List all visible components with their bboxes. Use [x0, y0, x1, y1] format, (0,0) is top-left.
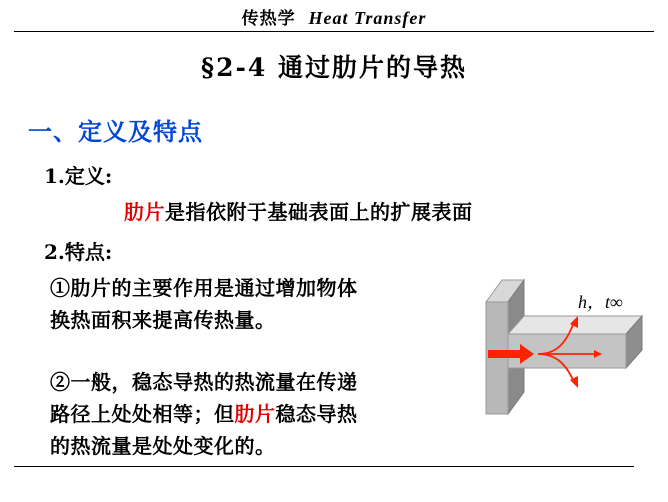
- header-course-en: Heat Transfer: [308, 8, 427, 28]
- definition-text: [124, 196, 473, 225]
- definition-term: 肋片: [124, 200, 165, 224]
- feature-1-line-2: 换热面积来提高传热量。: [50, 308, 276, 332]
- feature-2-line-3: 的热流量是处处变化的。: [50, 434, 276, 458]
- header-course-cn: 传热学: [241, 9, 296, 29]
- footer-divider: [14, 466, 634, 467]
- feature-2-text-a: 路径上处处相等；但: [50, 402, 235, 426]
- features-label: 2.特点:: [44, 240, 113, 264]
- heat-in-arrow-shaft: [488, 350, 522, 358]
- feature-2-text-b: 稳态导热: [275, 402, 358, 426]
- feature-2-line-2: [50, 398, 358, 427]
- feature-1-line-1: ①肋片的主要作用是通过增加物体: [50, 276, 358, 300]
- definition-label: 1.定义:: [44, 164, 113, 188]
- convection-label: h，t∞: [578, 292, 623, 312]
- fin-diagram: [474, 272, 654, 422]
- definition-rest: 是指依附于基础表面上的扩展表面: [165, 200, 473, 224]
- header-divider: [14, 31, 654, 32]
- feature-2-term: 肋片: [234, 402, 276, 426]
- feature-2-line-1: ②一般，稳态导热的热流量在传递: [50, 370, 358, 394]
- slide-title: §2-4 通过肋片的导热: [201, 53, 467, 82]
- section-heading: 一、定义及特点: [28, 117, 203, 146]
- page-header: [0, 4, 668, 29]
